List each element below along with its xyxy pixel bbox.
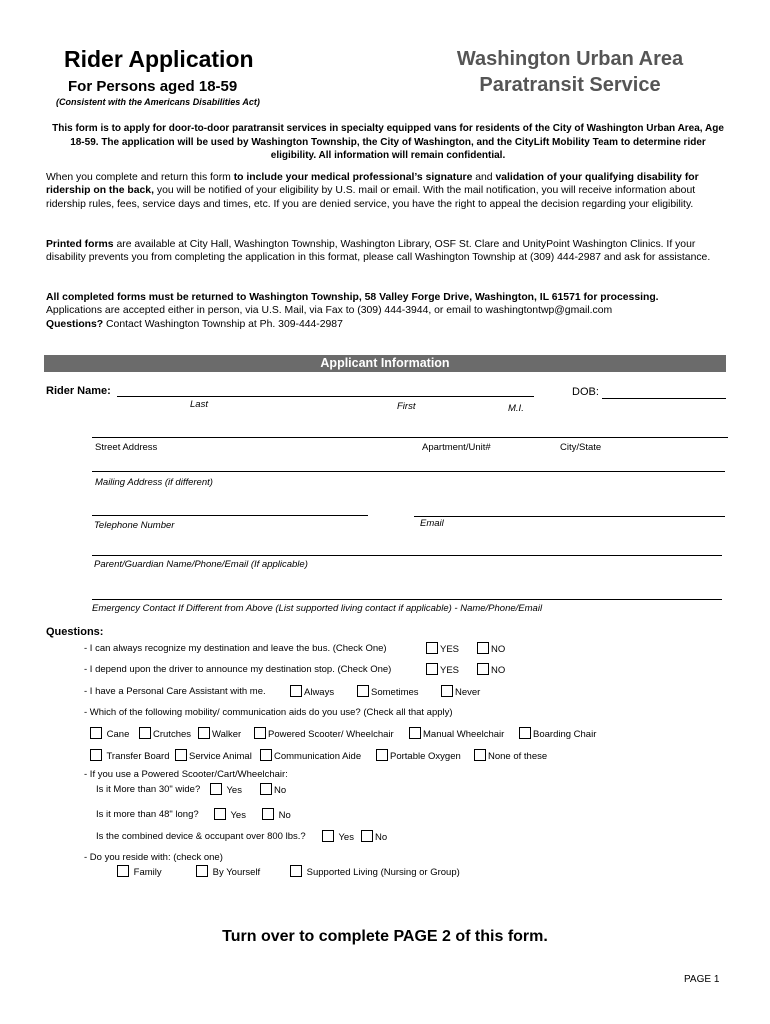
- aid-label: Crutches: [153, 729, 192, 740]
- aid-crutches-option[interactable]: [139, 727, 191, 740]
- telephone-label: Telephone Number: [94, 520, 175, 531]
- rider-name-field[interactable]: [117, 396, 534, 397]
- q2-no-label: NO: [491, 665, 506, 676]
- page-number: PAGE 1: [684, 974, 720, 985]
- question-5: - If you use a Powered Scooter/Cart/Wheelchair:: [84, 769, 288, 780]
- rider-name-label: Rider Name:: [46, 385, 111, 397]
- q2-yes-label: YES: [440, 665, 460, 676]
- q5b-yes-option[interactable]: [214, 808, 246, 821]
- q5a-no-option[interactable]: [260, 783, 286, 796]
- checkbox[interactable]: [441, 685, 453, 697]
- aid-label: Cane: [106, 729, 130, 740]
- email-label: Email: [420, 518, 444, 529]
- q5a-yes-label: Yes: [226, 785, 242, 796]
- checkbox[interactable]: [409, 727, 421, 739]
- ada-note: (Consistent with the Americans Disabilities Act): [56, 97, 260, 107]
- checkbox[interactable]: [477, 663, 489, 675]
- q1-yes-label: YES: [440, 644, 460, 655]
- aid-label: Manual Wheelchair: [423, 729, 505, 740]
- aid-label: Service Animal: [189, 751, 252, 762]
- agency-line-2: Paratransit Service: [479, 74, 661, 96]
- aid-service-animal-option[interactable]: [175, 749, 252, 762]
- page-title: Rider Application: [64, 46, 254, 72]
- q5b-no-label: No: [278, 810, 291, 821]
- aid-label: Communication Aide: [274, 751, 362, 762]
- street-address-field[interactable]: [92, 437, 728, 438]
- emergency-contact-field[interactable]: [92, 599, 722, 600]
- family-label: Family: [133, 867, 162, 878]
- p3-text-d: Contact Washington Township at Ph. 309-444-2987: [103, 318, 343, 330]
- always-option[interactable]: [290, 685, 334, 698]
- q2-no-option[interactable]: [477, 663, 505, 676]
- parent-guardian-field[interactable]: [92, 555, 722, 556]
- p3-text-b: Applications are accepted either in person, via U.S. Mail, via Fax to (309) 444-3944, or email to washingtontwp@gmail.com: [46, 305, 613, 317]
- checkbox[interactable]: [474, 749, 486, 761]
- checkbox[interactable]: [361, 830, 373, 842]
- email-field[interactable]: [414, 516, 725, 517]
- intro-text: This form is to apply for door-to-door paratransit services in specialty equipped vans for residents of the City of Washington Urban Area, Age 18-59. The application will be used by Washington Township, the City of Washington, and the CityLift Mobility Team to determine rider eligibility. All information will remain confidential.: [52, 123, 724, 161]
- checkbox[interactable]: [90, 749, 102, 761]
- first-label: First: [397, 401, 416, 412]
- aid-label: Walker: [212, 729, 242, 740]
- checkbox[interactable]: [139, 727, 151, 739]
- question-5a: Is it More than 30" wide?: [96, 784, 201, 795]
- parent-label: Parent/Guardian Name/Phone/Email (If applicable): [94, 559, 308, 570]
- q1-yes-option[interactable]: [426, 642, 459, 655]
- telephone-field[interactable]: [92, 515, 368, 516]
- agency-line-1: Washington Urban Area: [456, 48, 684, 70]
- checkbox[interactable]: [214, 808, 226, 820]
- never-label: Never: [455, 687, 481, 698]
- p1-text-d: validation of your qualifying disability for ridership on the back,: [46, 172, 699, 197]
- question-4: - Which of the following mobility/ communication aids do you use? (Check all that apply): [84, 707, 453, 718]
- aid-walker-option[interactable]: [198, 727, 241, 740]
- q1-no-label: NO: [491, 644, 506, 655]
- mailing-address-field[interactable]: [92, 471, 725, 472]
- q5c-no-option[interactable]: [361, 830, 387, 843]
- street-label: Street Address: [95, 442, 158, 453]
- aid-portable-oxygen-option[interactable]: [376, 749, 461, 762]
- emergency-label: Emergency Contact If Different from Above (List supported living contact if applicable) - Name/Phone/Email: [92, 603, 543, 614]
- family-option[interactable]: [117, 865, 162, 878]
- q5c-yes-label: Yes: [338, 832, 354, 843]
- q2-yes-option[interactable]: [426, 663, 459, 676]
- question-2: - I depend upon the driver to announce my destination stop. (Check One): [84, 664, 392, 675]
- question-5b: Is it more than 48" long?: [96, 809, 199, 820]
- aid-label: Portable Oxygen: [390, 751, 461, 762]
- question-1: - I can always recognize my destination and leave the bus. (Check One): [84, 643, 387, 654]
- checkbox[interactable]: [260, 783, 272, 795]
- mailing-label: Mailing Address (if different): [95, 477, 213, 488]
- q5c-yes-option[interactable]: [322, 830, 354, 843]
- p2-text-b: are available at City Hall, Washington Township, Washington Library, OSF St. Clare and UnityPoint Washington Clinics. If your disability prevents you from completing the application in this format, please call Washington Township at (309) 444-2987 and ask for assistance.: [46, 239, 711, 264]
- aid-powered-scooter-option[interactable]: [254, 727, 394, 740]
- mi-label: M.I.: [508, 403, 524, 414]
- turn-over-note: Turn over to complete PAGE 2 of this form.: [222, 928, 548, 945]
- by-yourself-option[interactable]: [196, 865, 260, 878]
- p1-text-c: and: [472, 172, 496, 183]
- checkbox[interactable]: [260, 749, 272, 761]
- question-5c: Is the combined device & occupant over 800 lbs.?: [96, 831, 306, 842]
- p3-text-c: Questions?: [46, 318, 104, 330]
- sometimes-label: Sometimes: [371, 687, 419, 698]
- checkbox[interactable]: [210, 783, 222, 795]
- city-state-label: City/State: [560, 442, 602, 453]
- checkbox[interactable]: [519, 727, 531, 739]
- checkbox[interactable]: [90, 727, 102, 739]
- q1-no-option[interactable]: [477, 642, 505, 655]
- q5b-yes-label: Yes: [230, 810, 246, 821]
- questions-heading: Questions:: [46, 626, 104, 638]
- checkbox[interactable]: [357, 685, 369, 697]
- p3-text-a: All completed forms must be returned to Washington Township, 58 Valley Forge Drive, Washington, IL 61571 for processing.: [46, 292, 659, 303]
- checkbox[interactable]: [175, 749, 187, 761]
- aid-communication-aide-option[interactable]: [260, 749, 361, 762]
- section-banner: Applicant Information: [44, 355, 726, 372]
- q5b-no-option[interactable]: [262, 808, 291, 821]
- instructions-paragraph: [46, 171, 736, 211]
- last-label: Last: [190, 399, 208, 410]
- aid-label: Transfer Board: [106, 751, 170, 762]
- supported-living-label: Supported Living (Nursing or Group): [306, 867, 460, 878]
- question-6: - Do you reside with: (check one): [84, 852, 223, 863]
- checkbox[interactable]: [117, 865, 129, 877]
- printed-forms-paragraph: [46, 238, 736, 265]
- checkbox[interactable]: [198, 727, 210, 739]
- checkbox[interactable]: [290, 685, 302, 697]
- aid-none-option[interactable]: [474, 749, 547, 762]
- aid-label: Boarding Chair: [533, 729, 597, 740]
- dob-field[interactable]: [602, 398, 726, 399]
- checkbox[interactable]: [290, 865, 302, 877]
- apartment-label: Apartment/Unit#: [422, 442, 491, 453]
- by-yourself-label: By Yourself: [212, 867, 261, 878]
- question-3: - I have a Personal Care Assistant with me.: [84, 686, 266, 697]
- q5c-no-label: No: [375, 832, 388, 843]
- aid-cane-option[interactable]: [90, 727, 129, 740]
- aid-manual-wheelchair-option[interactable]: [409, 727, 504, 740]
- checkbox[interactable]: [196, 865, 208, 877]
- dob-label: DOB:: [572, 386, 599, 398]
- p1-text-a: When you complete and return this form: [46, 172, 234, 183]
- aid-boarding-chair-option[interactable]: [519, 727, 596, 740]
- supported-living-option[interactable]: [290, 865, 460, 878]
- p2-text-a: Printed forms: [46, 239, 114, 250]
- checkbox[interactable]: [376, 749, 388, 761]
- aid-transfer-board-option[interactable]: [90, 749, 169, 762]
- agency-name: [420, 46, 720, 98]
- aid-label: None of these: [488, 751, 548, 762]
- never-option[interactable]: [441, 685, 480, 698]
- checkbox[interactable]: [254, 727, 266, 739]
- aid-label: Powered Scooter/ Wheelchair: [268, 729, 394, 740]
- p1-text-b: to include your medical professional’s signature: [233, 172, 473, 183]
- checkbox[interactable]: [426, 663, 438, 675]
- checkbox[interactable]: [477, 642, 489, 654]
- return-paragraph: [46, 291, 736, 331]
- page-subtitle: For Persons aged 18-59: [68, 78, 238, 95]
- checkbox[interactable]: [322, 830, 334, 842]
- p1-text-e: you will be notified of your eligibility by U.S. mail or email. With the mail notification, you will receive information about ridership rules, fees, service days and times, etc. If you are denied service, you have the right to appeal the decision regarding your eligibility.: [46, 185, 696, 210]
- checkbox[interactable]: [262, 808, 274, 820]
- q5a-yes-option[interactable]: [210, 783, 242, 796]
- checkbox[interactable]: [426, 642, 438, 654]
- sometimes-option[interactable]: [357, 685, 419, 698]
- q5a-no-label: No: [274, 785, 287, 796]
- always-label: Always: [304, 687, 335, 698]
